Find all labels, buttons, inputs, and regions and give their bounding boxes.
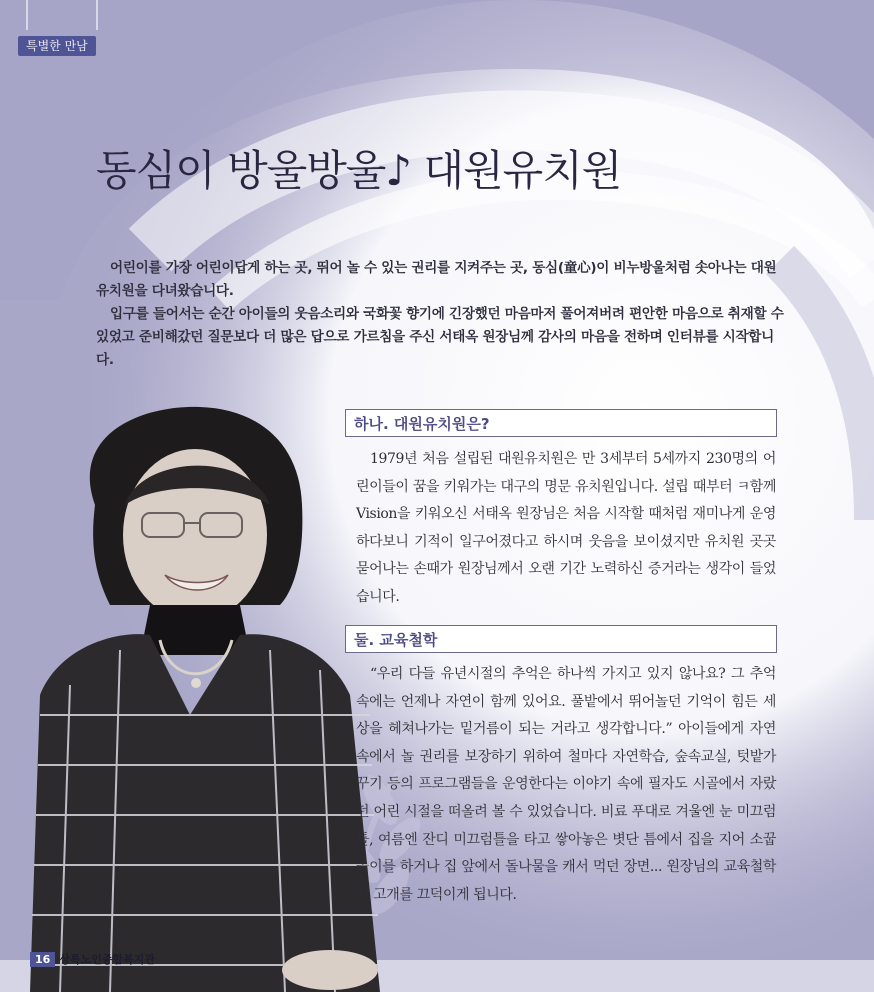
section-heading: 둘. 교육철학 <box>345 625 777 653</box>
section-body <box>356 661 776 909</box>
header-rule <box>26 0 28 30</box>
header-rule <box>96 0 98 30</box>
intro-paragraph: 어린이를 가장 어린이답게 하는 곳, 뛰어 놀 수 있는 권리를 지켜주는 곳, 동심(童心)이 비누방울처럼 솟아나는 대원유치원을 다녀왔습니다. <box>96 260 777 299</box>
page-number: 16 <box>30 952 55 967</box>
section-heading: 하나. 대원유치원은? <box>345 409 777 437</box>
section-paragraph: 1979년 처음 설립된 대원유치원은 만 3세부터 5세까지 230명의 어린이들이 꿈을 키워가는 대구의 명문 유치원입니다. 설립 때부터 ㅋ함께 Vision을 키워오신 서태옥 원장님은 처음 시작할 때처럼 재미나게 운영하다보니 기적이 일구어졌다고 하시며 웃음을 보이셨지만 유치원 곳곳 묻어나는 손때가 원장님께서 오랜 기간 노력하신 증거라는 생각이 들었습니다. <box>356 451 776 605</box>
section-tag: 특별한 만남 <box>18 36 96 56</box>
section-paragraph: “우리 다들 유년시절의 추억은 하나씩 가지고 있지 않나요? 그 추억 속에는 언제나 자연이 함께 있어요. 풀밭에서 뛰어놀던 기억이 힘든 세상을 헤쳐나가는 밑거름이 되는 거라고 생각합니다.” 아이들에게 자연 속에서 놀 권리를 보장하기 위하여 철마다 자연학습, 숲속교실, 텃밭가꾸기 등의 프로그램들을 운영한다는 이야기 속에 필자도 시골에서 자랐던 어린 시절을 떠올려 볼 수 있었습니다. 비료 푸대로 겨울엔 눈 미끄럼틀, 여름엔 잔디 미끄럼틀을 타고 쌓아놓은 볏단 틈에서 집을 지어 소꿉놀이를 하거나 집 앞에서 돌나물을 캐서 먹던 장면... 원장님의 교육철학에 고개를 끄덕이게 됩니다. <box>356 666 776 903</box>
page-footer <box>30 951 155 967</box>
page-title: 동심이 방울방울♪ 대원유치원 <box>96 146 622 195</box>
intro-text <box>96 257 786 372</box>
section-body <box>356 446 776 612</box>
intro-paragraph: 입구를 들어서는 순간 아이들의 웃음소리와 국화꽃 향기에 긴장했던 마음마저 풀어져버려 편안한 마음으로 취재할 수 있었고 준비해갔던 질문보다 더 많은 답으로 가르침을 주신 서태옥 원장님께 감사의 마음을 전하며 인터뷰를 시작합니다. <box>96 306 784 368</box>
publication-name: 상록노인종합복지관 <box>59 953 155 966</box>
